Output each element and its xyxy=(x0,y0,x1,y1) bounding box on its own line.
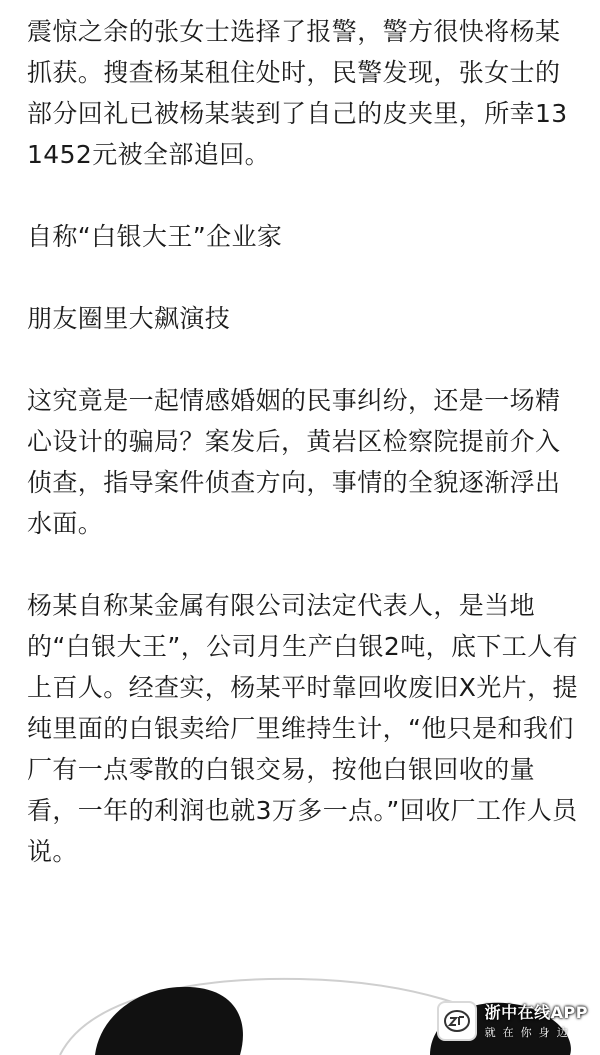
watermark-slogan: 就在你身边 xyxy=(484,1025,575,1039)
zjol-logo-icon xyxy=(437,1001,477,1041)
app-watermark xyxy=(437,1001,588,1041)
article-subheading-2: 朋友圈里大飙演技 xyxy=(27,304,231,333)
article-paragraph-1: 震惊之余的张女士选择了报警，警方很快将杨某抓获。搜查杨某租住处时，民警发现，张女士的部分回礼已被杨某装到了自己的皮夹里，所幸131452元被全部追回。 xyxy=(27,17,568,169)
article-paragraph-2: 这究竟是一起情感婚姻的民事纠纷，还是一场精心设计的骗局？案发后，黄岩区检察院提前介入侦查，指导案件侦查方向，事情的全貌逐渐浮出水面。 xyxy=(27,386,561,538)
article-subheading-1: 自称“白银大王”企业家 xyxy=(27,222,283,251)
article-paragraph-3: 杨某自称某金属有限公司法定代表人，是当地的“白银大王”，公司月生产白银2吨，底下工人有上百人。经查实，杨某平时靠回收废旧X光片，提纯里面的白银卖给厂里维持生计，“他只是和我们厂有一点零散的白银交易，按他白银回收的量看，一年的利润也就3万多一点。”回收厂工作人员说。 xyxy=(27,591,579,866)
watermark-app-name: 浙中在线APP xyxy=(484,1002,588,1022)
watermark-text xyxy=(484,1002,588,1039)
article-body xyxy=(27,11,583,872)
